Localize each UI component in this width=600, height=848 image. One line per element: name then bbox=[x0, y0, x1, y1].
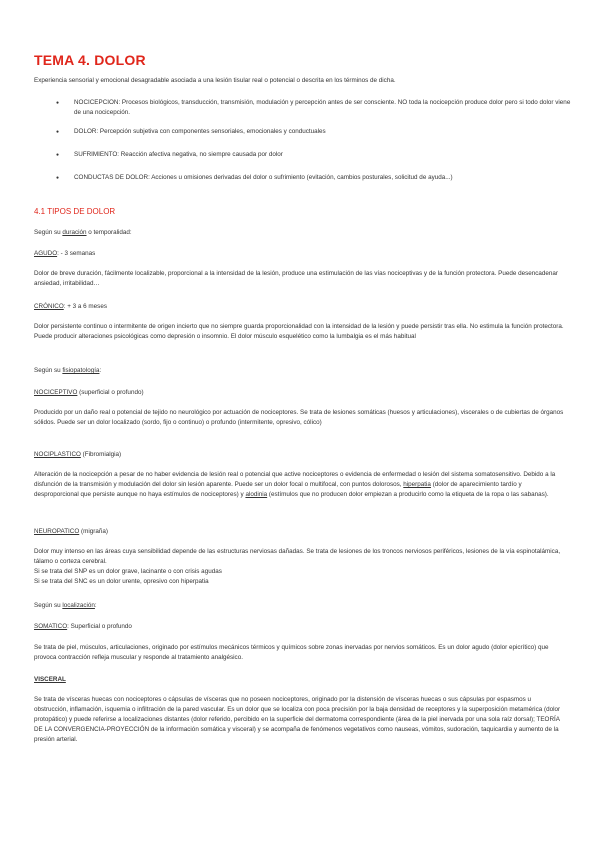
text: (superficial o profundo) bbox=[77, 389, 144, 396]
definition: : Procesos biológicos, transducción, transmisión, modulación y percepción antes de ser consciente. NO toda la nocicepción produce dolor pero si todo dolor viene de una nocicepción. bbox=[74, 99, 571, 116]
paragraph-nociceptivo: Producido por un daño real o potencial de tejido no neurológico por actuación de nociceptores. Se trata de lesiones somáticas (huesos y articulaciones), viscerales o de cubiertas de órganos sólidos. Puede ser un dolor localizado (sordo, fijo o continuo) o profundo (intermitente, opresivo, cólico) bbox=[34, 409, 564, 426]
subheading-cronico bbox=[34, 302, 566, 312]
text: (Fibromialgia) bbox=[80, 451, 122, 458]
label: NOCICEPTIVO bbox=[34, 389, 78, 396]
text: (migraña) bbox=[79, 528, 108, 535]
criteria-line bbox=[34, 228, 566, 238]
subheading-nociplastico bbox=[34, 450, 566, 460]
text-line: Si se trata del SNP es un dolor grave, lacinante o con crisis agudas bbox=[34, 568, 222, 575]
label: SOMATICO bbox=[34, 623, 68, 630]
paragraph-agudo: Dolor de breve duración, fácilmente localizable, proporcional a la intensidad de la lesión, produce una estimulación de las vías nociceptivas y de la función protectora. Puede desencadenar ansiedad, irritabilidad… bbox=[34, 270, 559, 287]
criteria-line bbox=[34, 366, 566, 376]
definitions-list bbox=[34, 98, 574, 183]
keyword: hiperpatia bbox=[403, 481, 431, 488]
subheading-nociceptivo bbox=[34, 388, 566, 398]
definition: : Reacción afectiva negativa, no siempre causada por dolor bbox=[117, 151, 283, 158]
text: : bbox=[99, 367, 102, 374]
subheading-neuropatico bbox=[34, 527, 566, 537]
list-item bbox=[34, 127, 574, 137]
term: DOLOR bbox=[74, 128, 97, 135]
keyword: fisiopatología bbox=[62, 367, 100, 374]
term: SUFRIMIENTO bbox=[74, 151, 118, 158]
definition: : Percepción subjetiva con componentes sensoriales, emocionales y conductuales bbox=[96, 128, 326, 135]
list-item bbox=[34, 150, 574, 160]
text: Según su bbox=[34, 367, 63, 374]
text: (dolor de aparecimiento tardío y desproporcional que persiste aunque no haya estímulos de nociceptores) y bbox=[34, 481, 522, 498]
label: AGUDO bbox=[34, 250, 58, 257]
criteria-line bbox=[34, 601, 566, 611]
text: : bbox=[94, 602, 97, 609]
text: Alteración de la nocicepción a pesar de no haber evidencia de lesión real o potencial que active nociceptores o evidencia de enfermedad o lesión del sistema somatosensitivo. Debido a la disfunción de la transmisión y modulación del dolor sin lesión aparente. Puede ser un dolor focal o multifocal, con puntos dolorosos, bbox=[34, 471, 556, 488]
text: Según su bbox=[34, 229, 63, 236]
section-heading: 4.1 TIPOS DE DOLOR bbox=[34, 207, 116, 216]
text: : + 3 a 6 meses bbox=[63, 303, 107, 310]
label: NOCIPLASTICO bbox=[34, 451, 81, 458]
definition: : Acciones u omisiones derivadas del dolor o sufrimiento (evitación, cambios posturales, solicitud de ayuda...) bbox=[148, 174, 453, 181]
text: Según su bbox=[34, 602, 63, 609]
text: : Superficial o profundo bbox=[67, 623, 132, 630]
text-line: Si se trata del SNC es un dolor urente, opresivo con hiperpatia bbox=[34, 578, 209, 585]
paragraph-visceral: Se trata de vísceras huecas con nociceptores o cápsulas de vísceras que no poseen nociceptores, originado por la distensión de vísceras huecas o sus cápsulas por espasmos u obstrucción, inflamación, isquemia o infiltración de la pared vascular. Es un dolor que se localiza con poca precisión por la baja densidad de receptores y la superposición metamérica (dolor protopático) y puede referirse a localizaciones distantes (dolor referido, percibido en la superficie del dermatoma correspondiente (área de la piel inervada por una sola raíz dorsal); TEORÍA DE LA CONVERGENCIA-PROYECCIÓN de la información somática y visceral) y se acompaña de fenómenos vegetativos como nauseas, vómitos, sudoración, taquicardia y aumento de la presión arterial. bbox=[34, 696, 561, 743]
text-line: Dolor muy intenso en las áreas cuya sensibilidad depende de las estructuras nerviosas dañadas. Se trata de lesiones de los troncos nerviosos periféricos, lesiones de la vía espinotalámica, tálamo o corteza cerebral. bbox=[34, 548, 561, 565]
term: CONDUCTAS DE DOLOR bbox=[74, 174, 149, 181]
term: NOCICEPCION bbox=[74, 99, 119, 106]
text: o temporalidad: bbox=[86, 229, 132, 236]
label: VISCERAL bbox=[34, 676, 66, 683]
keyword: duración bbox=[62, 229, 87, 236]
keyword: alodinia bbox=[245, 491, 268, 498]
label: NEUROPATICO bbox=[34, 528, 80, 535]
text: (estímulos que no producen dolor empiezan a producirlo como la etiqueta de la ropa o las sabanas). bbox=[267, 491, 549, 498]
list-item bbox=[34, 173, 574, 183]
list-item bbox=[34, 98, 574, 118]
paragraph-cronico: Dolor persistente continuo o intermitente de origen incierto que no siempre guarda proporcionalidad con la intensidad de la lesión y puede persistir tras ella. No estimula la función protectora. Puede producir alteraciones psicológicas como depresión o insomnio. El dolor músculo esquelético como la lumbalgia es el más habitual bbox=[34, 323, 564, 340]
subheading-agudo bbox=[34, 249, 566, 259]
subheading-visceral bbox=[34, 675, 566, 685]
paragraph-neuropatico bbox=[34, 547, 566, 587]
paragraph-somatico: Se trata de piel, músculos, articulaciones, originado por estímulos mecánicos térmicos y químicos sobre zonas inervadas por nervios somáticos. Es un dolor agudo (dolor epicrítico) que provoca contracción refleja muscular y responde al tratamiento analgésico. bbox=[34, 644, 549, 661]
text: : - 3 semanas bbox=[57, 250, 96, 257]
page-title: TEMA 4. DOLOR bbox=[34, 52, 146, 68]
label: CRÓNICO bbox=[34, 303, 64, 310]
intro-paragraph: Experiencia sensorial y emocional desagradable asociada a una lesión tisular real o potencial o descrita en los términos de dicha. bbox=[34, 77, 396, 84]
keyword: localización bbox=[62, 602, 95, 609]
subheading-somatico bbox=[34, 622, 566, 632]
paragraph-nociplastico bbox=[34, 470, 566, 500]
